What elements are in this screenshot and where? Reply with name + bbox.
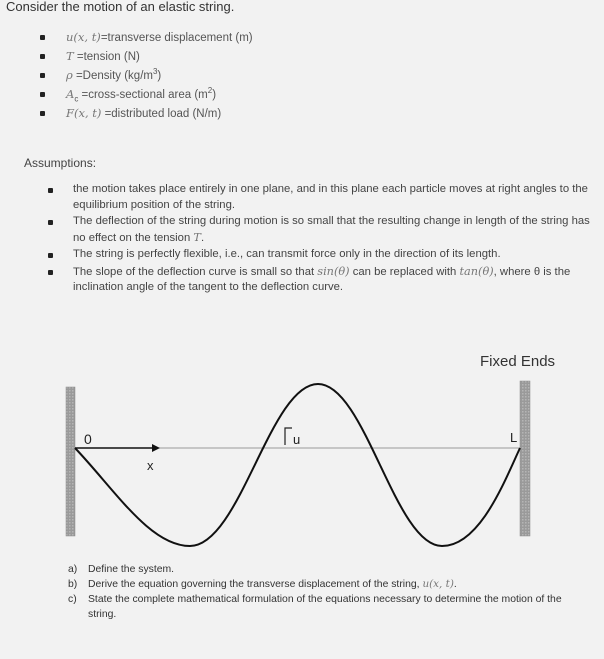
task-item xyxy=(68,577,578,592)
definition-list xyxy=(40,28,253,123)
task-item xyxy=(68,592,578,622)
u-label: u xyxy=(293,432,301,447)
assumption-item xyxy=(48,182,593,213)
definition-item xyxy=(40,85,253,104)
assumption-text: , where θ is the inclination angle of the tangent to the deflection curve. xyxy=(73,265,571,293)
assumption-text: . xyxy=(200,231,205,244)
assumption-item xyxy=(48,247,593,263)
right-fixed-wall xyxy=(520,381,530,536)
task-text: Define the system. xyxy=(88,564,175,575)
tan-symbol: tan(θ) xyxy=(459,264,494,278)
definition-symbol: F(x, t) xyxy=(66,106,102,120)
task-tail: . xyxy=(453,579,457,590)
definition-subscript: c xyxy=(74,94,79,104)
definition-item xyxy=(40,28,253,47)
tension-symbol: T xyxy=(193,230,201,244)
definition-text: =transverse displacement (m) xyxy=(100,32,253,44)
task-text: Derive the equation governing the transverse displacement of the string, xyxy=(88,579,423,590)
displacement-symbol: u(x, t) xyxy=(422,578,454,590)
assumption-item xyxy=(48,264,593,296)
L-label: L xyxy=(510,430,518,445)
definition-tail: ) xyxy=(157,70,162,82)
assumption-text: The slope of the deflection curve is small so that xyxy=(73,265,318,278)
definition-text: =cross-sectional area (m xyxy=(78,89,208,101)
task-list xyxy=(68,562,578,622)
definition-symbol: T xyxy=(66,49,74,63)
definition-tail: ) xyxy=(212,89,217,101)
x-arrowhead xyxy=(152,444,160,452)
fixed-ends-label: Fixed Ends xyxy=(480,353,556,370)
assumption-list xyxy=(48,182,593,297)
definition-item xyxy=(40,47,253,66)
string-diagram xyxy=(0,370,604,550)
definition-text: =Density (kg/m xyxy=(72,70,153,82)
definition-superscript: 2 xyxy=(207,86,213,96)
assumption-text: The string is perfectly flexible, i.e., can transmit force only in the direction of its length. xyxy=(73,248,501,260)
left-fixed-wall xyxy=(66,387,75,536)
sin-symbol: sin(θ) xyxy=(317,264,350,278)
origin-label: 0 xyxy=(84,431,92,447)
definition-item xyxy=(40,104,253,123)
assumption-text: the motion takes place entirely in one plane, and in this plane each particle moves at right angles to the equilibrium position of the string. xyxy=(73,183,588,211)
intro-text: Consider the motion of an elastic string. xyxy=(6,0,235,14)
definition-text: =distributed load (N/m) xyxy=(101,108,222,120)
definition-item xyxy=(40,66,253,85)
definition-symbol: A xyxy=(66,87,75,101)
definition-symbol: ρ xyxy=(66,68,73,82)
assumption-text: can be replaced with xyxy=(349,265,460,278)
definition-text: =tension (N) xyxy=(73,51,140,63)
x-label: x xyxy=(147,458,154,473)
assumption-item xyxy=(48,214,593,246)
deflection-curve xyxy=(75,384,520,546)
task-text: State the complete mathematical formulation of the equations necessary to determine the motion of the string. xyxy=(88,594,562,620)
definition-symbol: u(x, t) xyxy=(66,30,101,44)
assumptions-heading: Assumptions: xyxy=(24,156,97,170)
task-label: c) xyxy=(68,594,77,605)
task-item xyxy=(68,562,578,577)
task-label: a) xyxy=(68,564,78,575)
definition-superscript: 3 xyxy=(152,67,158,77)
u-axis xyxy=(285,428,292,445)
task-label: b) xyxy=(68,579,78,590)
assumption-text: The deflection of the string during motion is so small that the resulting change in length of the string has no effect on the tension xyxy=(73,215,590,244)
